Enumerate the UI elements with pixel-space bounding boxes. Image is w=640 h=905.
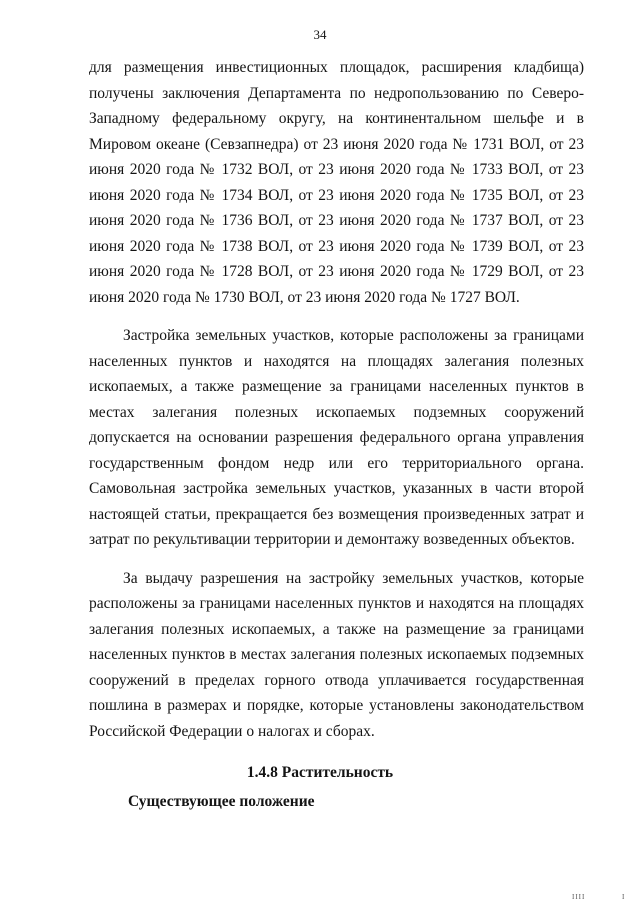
document-body — [89, 55, 584, 744]
paragraph-construction: Застройка земельных участков, которые расположены за границами населенных пунктов и находятся на площадях залегания полезных ископаемых, а также размещение за границами населенных пунктов в местах залегания полезных ископаемых подземных сооружений допускается на основании разрешения федерального органа управления государственным фондом недр или его территориального органа. Самовольная застройка земельных участков, указанных в части второй настоящей статьи, прекращается без возмещения произведенных затрат и затрат по рекультивации территории и демонтажу возведенных объектов. — [89, 327, 584, 548]
scan-mark: IIII — [572, 893, 586, 901]
paragraph-state-fee: За выдачу разрешения на застройку земельных участков, которые расположены за границами населенных пунктов и находятся на площадях залегания полезных ископаемых, а также на размещение за границами населенных пунктов в местах залегания полезных ископаемых подземных сооружений в пределах горного отвода уплачивается государственная пошлина в размерах и порядке, которые установлены законодательством Российской Федерации о налогах и сборах. — [89, 569, 584, 740]
section-heading: 1.4.8 Растительность — [246, 764, 394, 781]
paragraph-continuation: для размещения инвестиционных площадок, расширения кладбища) получены заключения Департамента по недропользованию по Северо-Западному федеральному округу, на континентальном шельфе и в Мировом океане (Севзапнедра) от 23 июня 2020 года № 1731 ВОЛ, от 23 июня 2020 года № 1732 ВОЛ, от 23 июня 2020 года № 1733 ВОЛ, от 23 июня 2020 года № 1734 ВОЛ, от 23 июня 2020 года № 1735 ВОЛ, от 23 июня 2020 года № 1736 ВОЛ, от 23 июня 2020 года № 1737 ВОЛ, от 23 июня 2020 года № 1738 ВОЛ, от 23 июня 2020 года № 1739 ВОЛ, от 23 июня 2020 года № 1728 ВОЛ, от 23 июня 2020 года № 1729 ВОЛ, от 23 июня 2020 года № 1730 ВОЛ, от 23 июня 2020 года № 1727 ВОЛ. — [89, 59, 584, 306]
scan-mark-edge: I — [622, 893, 625, 901]
subsection-heading: Существующее положение — [128, 793, 315, 810]
page-number: 34 — [313, 27, 327, 42]
